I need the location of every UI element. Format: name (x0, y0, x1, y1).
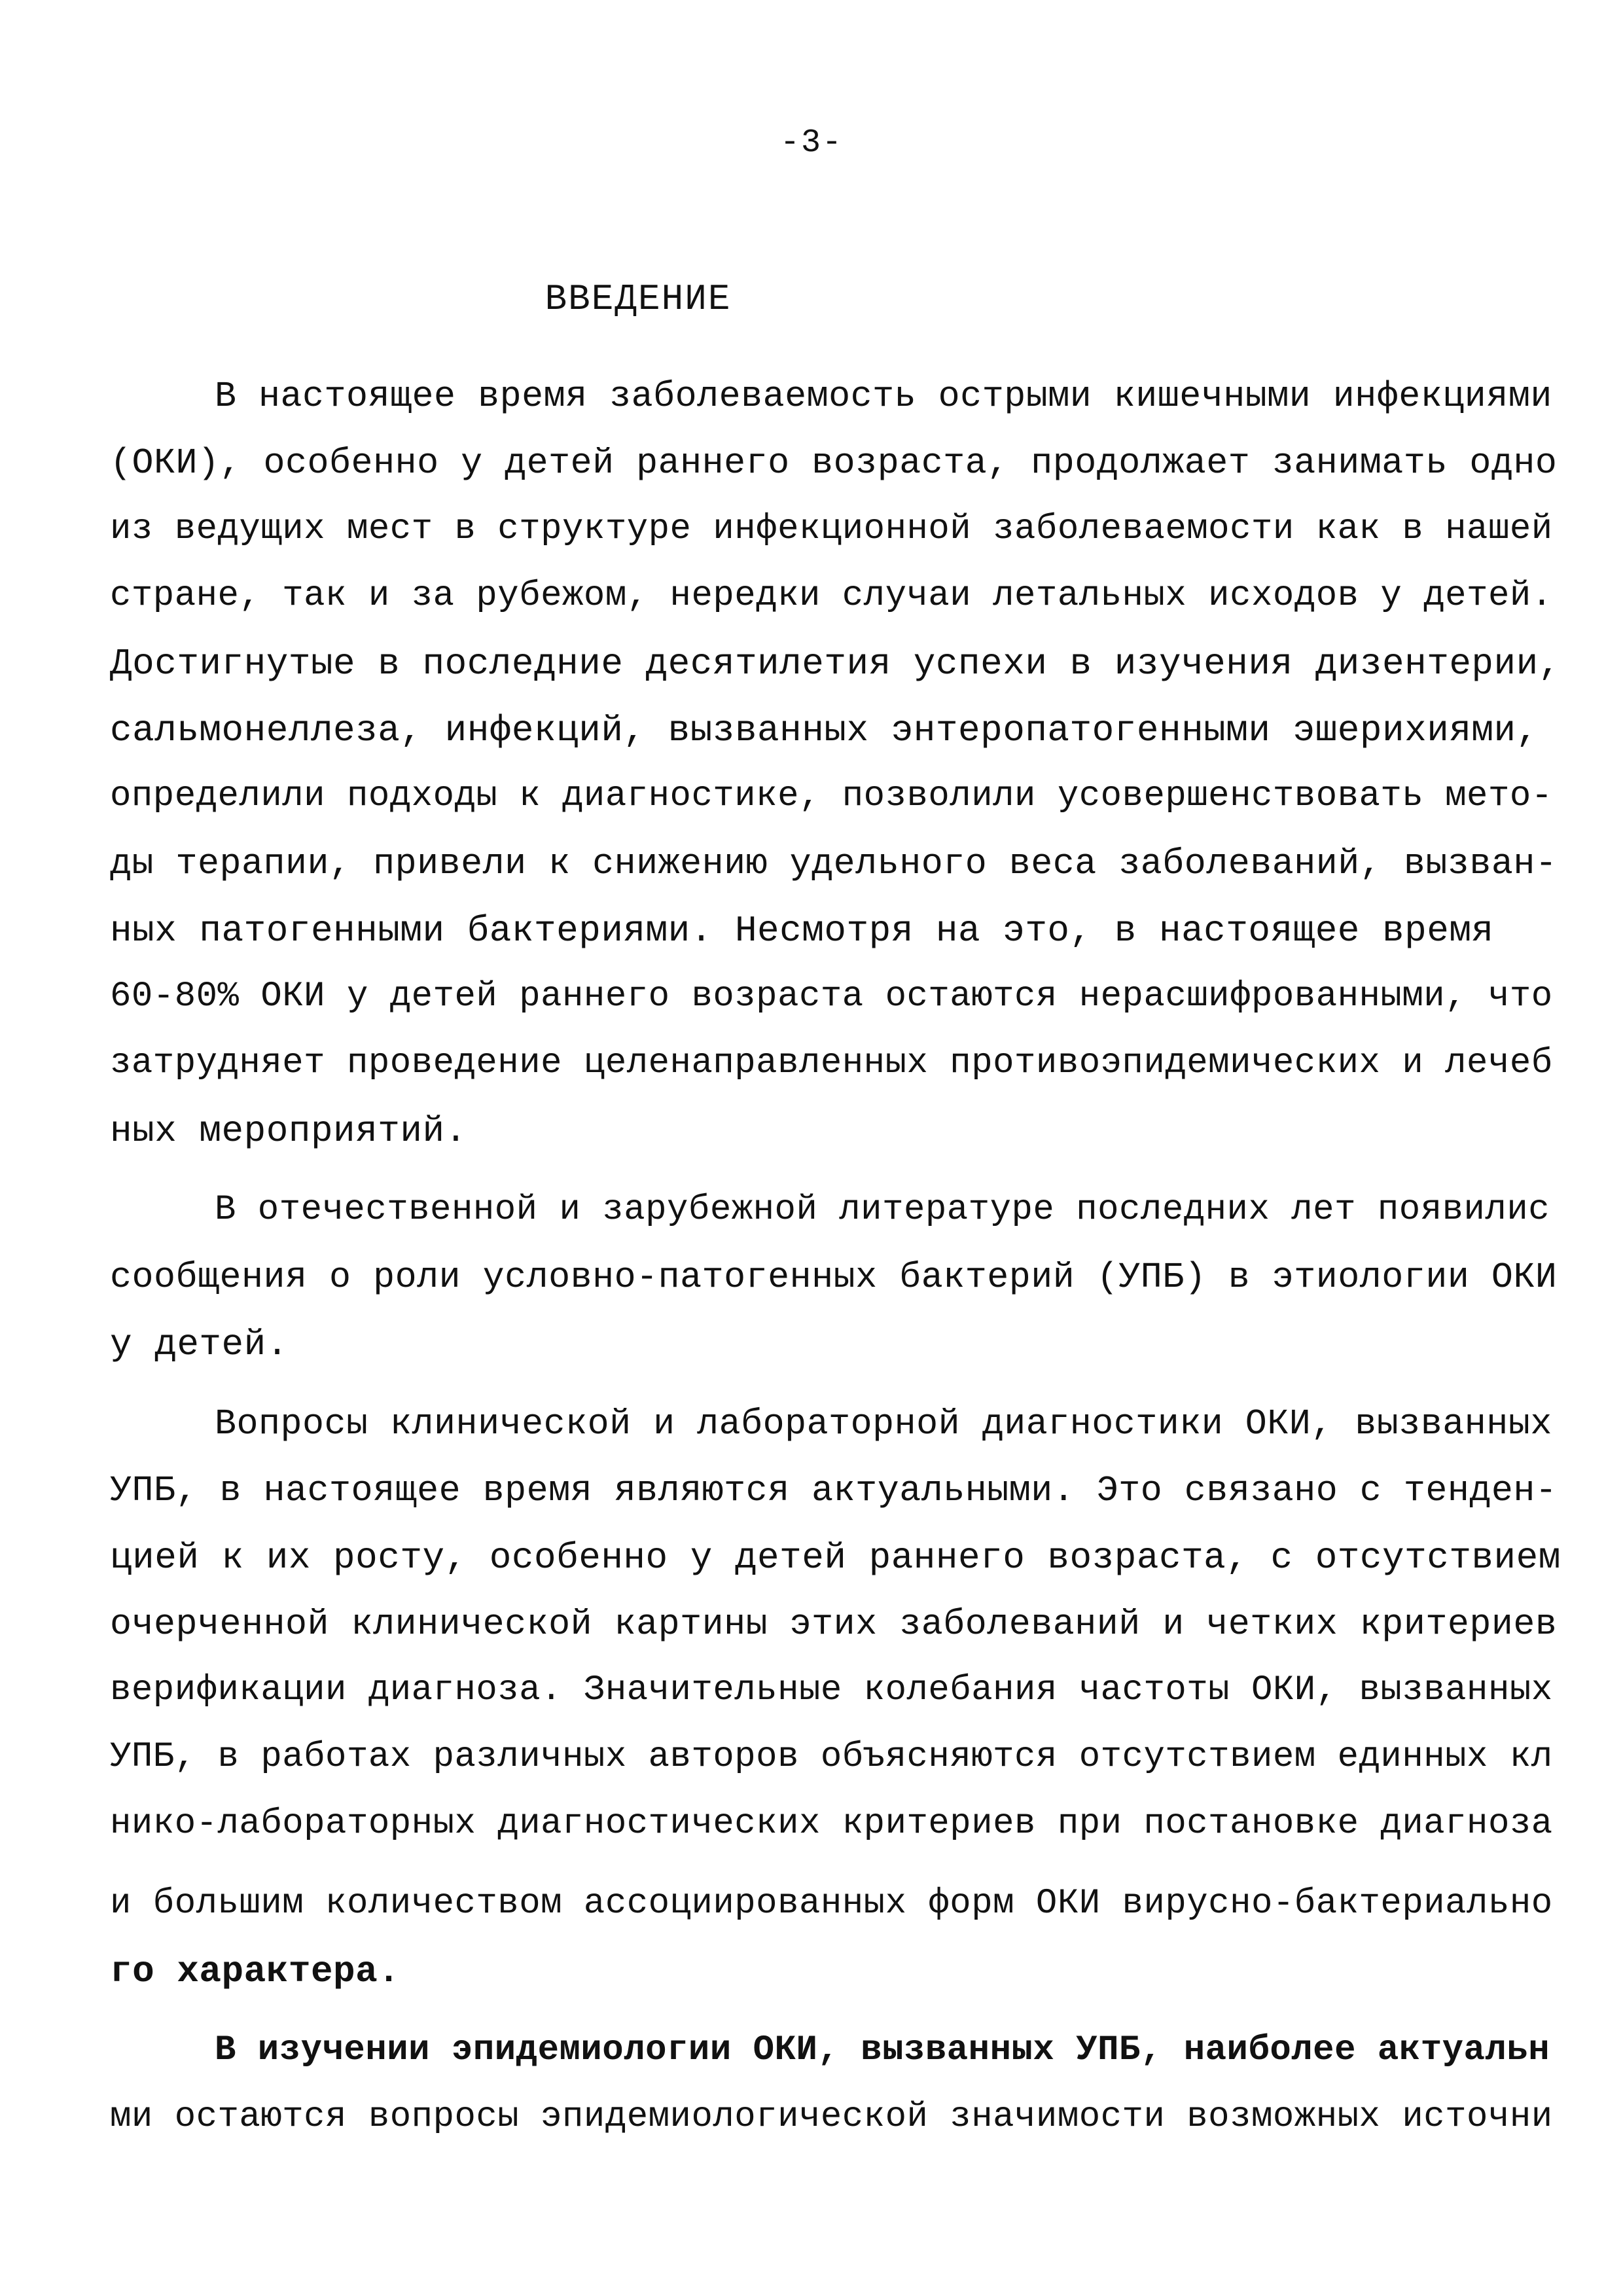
text-line: го характера. (110, 1950, 401, 1992)
text-line: ми остаются вопросы эпидемиологической значимости возможных источни (110, 2097, 1553, 2137)
text-line: Достигнутые в последние десятилетия успехи в изучения дизентерии, (110, 643, 1561, 685)
section-heading: ВВЕДЕНИЕ (544, 278, 732, 320)
text-line: у детей. (110, 1323, 289, 1365)
text-line: стране, так и за рубежом, нередки случаи летальных исходов у детей. (110, 576, 1553, 616)
text-line: 60-80% ОКИ у детей раннего возраста остаются нерасшифрованными, что (110, 977, 1553, 1016)
text-line: сальмонеллеза, инфекций, вызванных энтеропатогенными эшерихиями, (110, 709, 1539, 751)
text-line: нико-лабораторных диагностических критериев при постановке диагноза (110, 1804, 1553, 1844)
text-line: В изучении эпидемиологии ОКИ, вызванных УПБ, наиболее актуальн (215, 2030, 1550, 2070)
text-line: ды терапии, привели к снижению удельного веса заболеваний, вызван- (110, 843, 1558, 884)
text-line: очерченной клинической картины этих заболеваний и четких критериев (110, 1604, 1558, 1645)
text-line: ных мероприятий. (110, 1110, 467, 1152)
text-line: цией к их росту, особенно у детей раннего возраста, с отсутствием (110, 1537, 1561, 1579)
page-number: -3- (779, 124, 843, 162)
text-line: В отечественной и зарубежной литературе последних лет появилис (215, 1190, 1550, 1230)
text-line: верификации диагноза. Значительные колебания частоты ОКИ, вызванных (110, 1670, 1553, 1710)
text-line: затрудняет проведение целенаправленных противоэпидемических и лечеб (110, 1043, 1553, 1083)
text-line: определили подходы к диагностике, позволили усовершенствовать мето- (110, 776, 1553, 816)
text-line: В настоящее время заболеваемость острыми кишечными инфекциями (215, 376, 1552, 417)
text-line: Вопросы клинической и лабораторной диагностики ОКИ, вызванных (215, 1403, 1552, 1444)
text-line: и большим количеством ассоциированных форм ОКИ вирусно-бактериально (110, 1884, 1553, 1924)
text-line: сообщения о роли условно-патогенных бактерий (УПБ) в этиологии ОКИ (110, 1257, 1558, 1298)
text-line: (ОКИ), особенно у детей раннего возраста, продолжает занимать одно (110, 442, 1558, 484)
text-line: ных патогенными бактериями. Несмотря на это, в настоящее время (110, 910, 1494, 952)
text-line: УПБ, в настоящее время являются актуальными. Это связано с тенден- (110, 1470, 1558, 1511)
text-line: УПБ, в работах различных авторов объясняются отсутствием единных кл (110, 1737, 1553, 1777)
text-line: из ведущих мест в структуре инфекционной заболеваемости как в нашей (110, 509, 1553, 549)
